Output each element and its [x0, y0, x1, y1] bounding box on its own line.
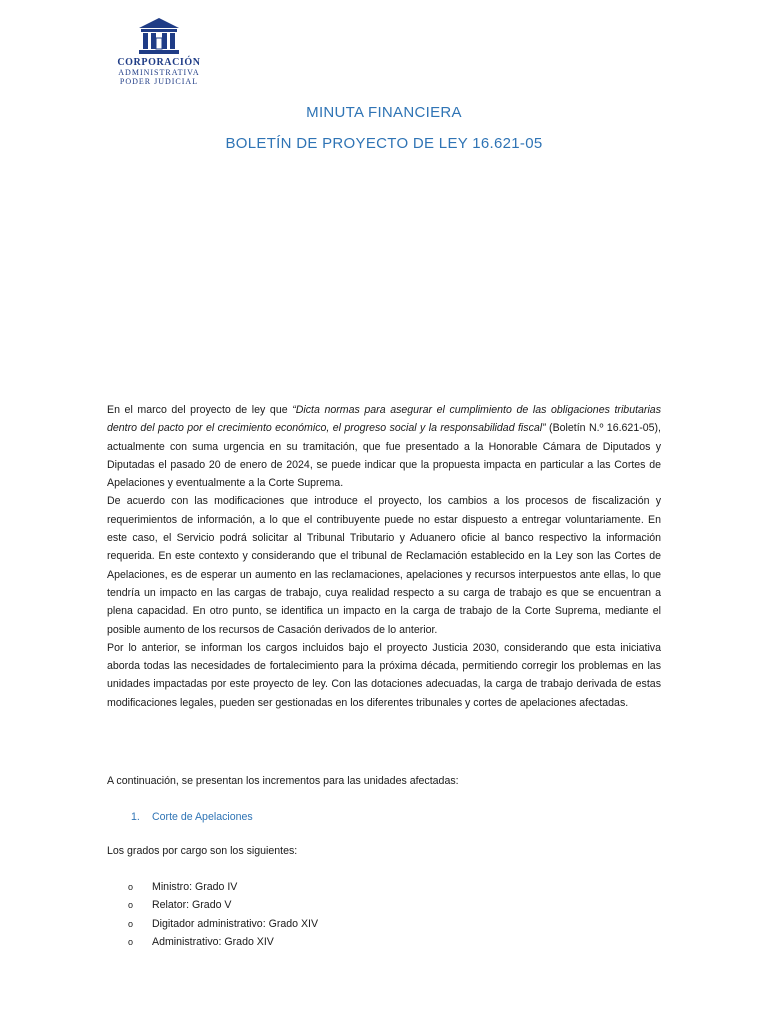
bullet-marker: o	[128, 900, 134, 911]
logo-title: CORPORACIÓN	[117, 57, 201, 68]
list-item-text: Relator: Grado V	[152, 899, 232, 912]
section-number: 1.	[131, 811, 140, 823]
document-title: MINUTA FINANCIERA	[306, 104, 462, 121]
section-heading	[131, 811, 253, 823]
bullet-marker: o	[128, 936, 134, 947]
bullet-marker: o	[128, 882, 134, 892]
paragraph-2: De acuerdo con las modificaciones que introduce el proyecto, los cambios a los procesos de fiscalización y requerimientos de información, a lo que el contribuyente puede no estar dispuesto a entregar voluntariamente. En este caso, el Servicio podrá solicitar al Tribunal Tributario y Aduanero oficie al banco respectivo la información requerida. En este contexto y considerando que el tribunal de Reclamación establecido en la Ley son las Cortes de Apelaciones, es de esperar un aumento en las reclamaciones, apelaciones y recursos interpuestos ante ellas, lo que tendría un impacto en las cargas de trabajo, cuya realidad respecto a su carga de trabajo es que se encuentran a plena capacidad. En otro punto, se identifica un impacto en la carga de trabajo de la Corte Suprema, mediante el posible aumento de los recursos de Casación derivados de lo anterior.	[107, 495, 661, 636]
increments-intro: A continuación, se presentan los incrementos para las unidades afectadas:	[107, 775, 459, 787]
logo-subtitle-2: PODER JUDICIAL	[119, 77, 199, 86]
logo-subtitle: ADMINISTRATIVA	[118, 68, 200, 77]
list-item	[128, 896, 318, 914]
grades-list	[128, 878, 318, 951]
courthouse-icon	[137, 16, 181, 56]
list-item	[128, 915, 318, 933]
list-item	[128, 933, 318, 951]
list-item-text: Digitador administrativo: Grado XIV	[152, 917, 319, 930]
paragraph-1-end: (Boletín N.º 16.621-05), actualmente con suma urgencia en su tramitación, que fue presentado a la Honorable Cámara de Diputados y Diputadas el pasado 20 de enero de 2024, se puede indicar que la propuesta impacta en particular a las Cortes de Apelaciones y eventualmente a la Corte Suprema.	[107, 422, 661, 490]
paragraph-1	[107, 401, 661, 492]
list-item-text: Administrativo: Grado XIV	[152, 935, 274, 948]
corporacion-logo	[104, 16, 214, 88]
document-subtitle: BOLETÍN DE PROYECTO DE LEY 16.621-05	[225, 135, 543, 152]
grades-intro: Los grados por cargo son los siguientes:	[107, 845, 298, 857]
bill-title-quote: “Dicta normas para asegurar el cumplimiento de las obligaciones tributarias dentro del pacto por el crecimiento económico, el progreso social y la responsabilidad fiscal”	[107, 404, 661, 435]
bullet-marker: o	[128, 918, 134, 929]
list-item	[128, 878, 318, 896]
paragraph-3: Por lo anterior, se informan los cargos incluidos bajo el proyecto Justicia 2030, considerando que esta iniciativa aborda todas las necesidades de fortalecimiento para la próxima década, permitiendo corregir los problemas en las unidades impactadas por este proyecto de ley. Con las dotaciones adecuadas, la carga de trabajo derivada de estas modificaciones legales, pueden ser gestionadas en los diferentes tribunales y cortes de apelaciones afectadas.	[107, 641, 661, 709]
document-body	[107, 401, 661, 712]
section-label: Corte de Apelaciones	[152, 811, 253, 823]
paragraph-1-start: En el marco del proyecto de ley que	[107, 404, 293, 416]
list-item-text: Ministro: Grado IV	[152, 881, 238, 893]
